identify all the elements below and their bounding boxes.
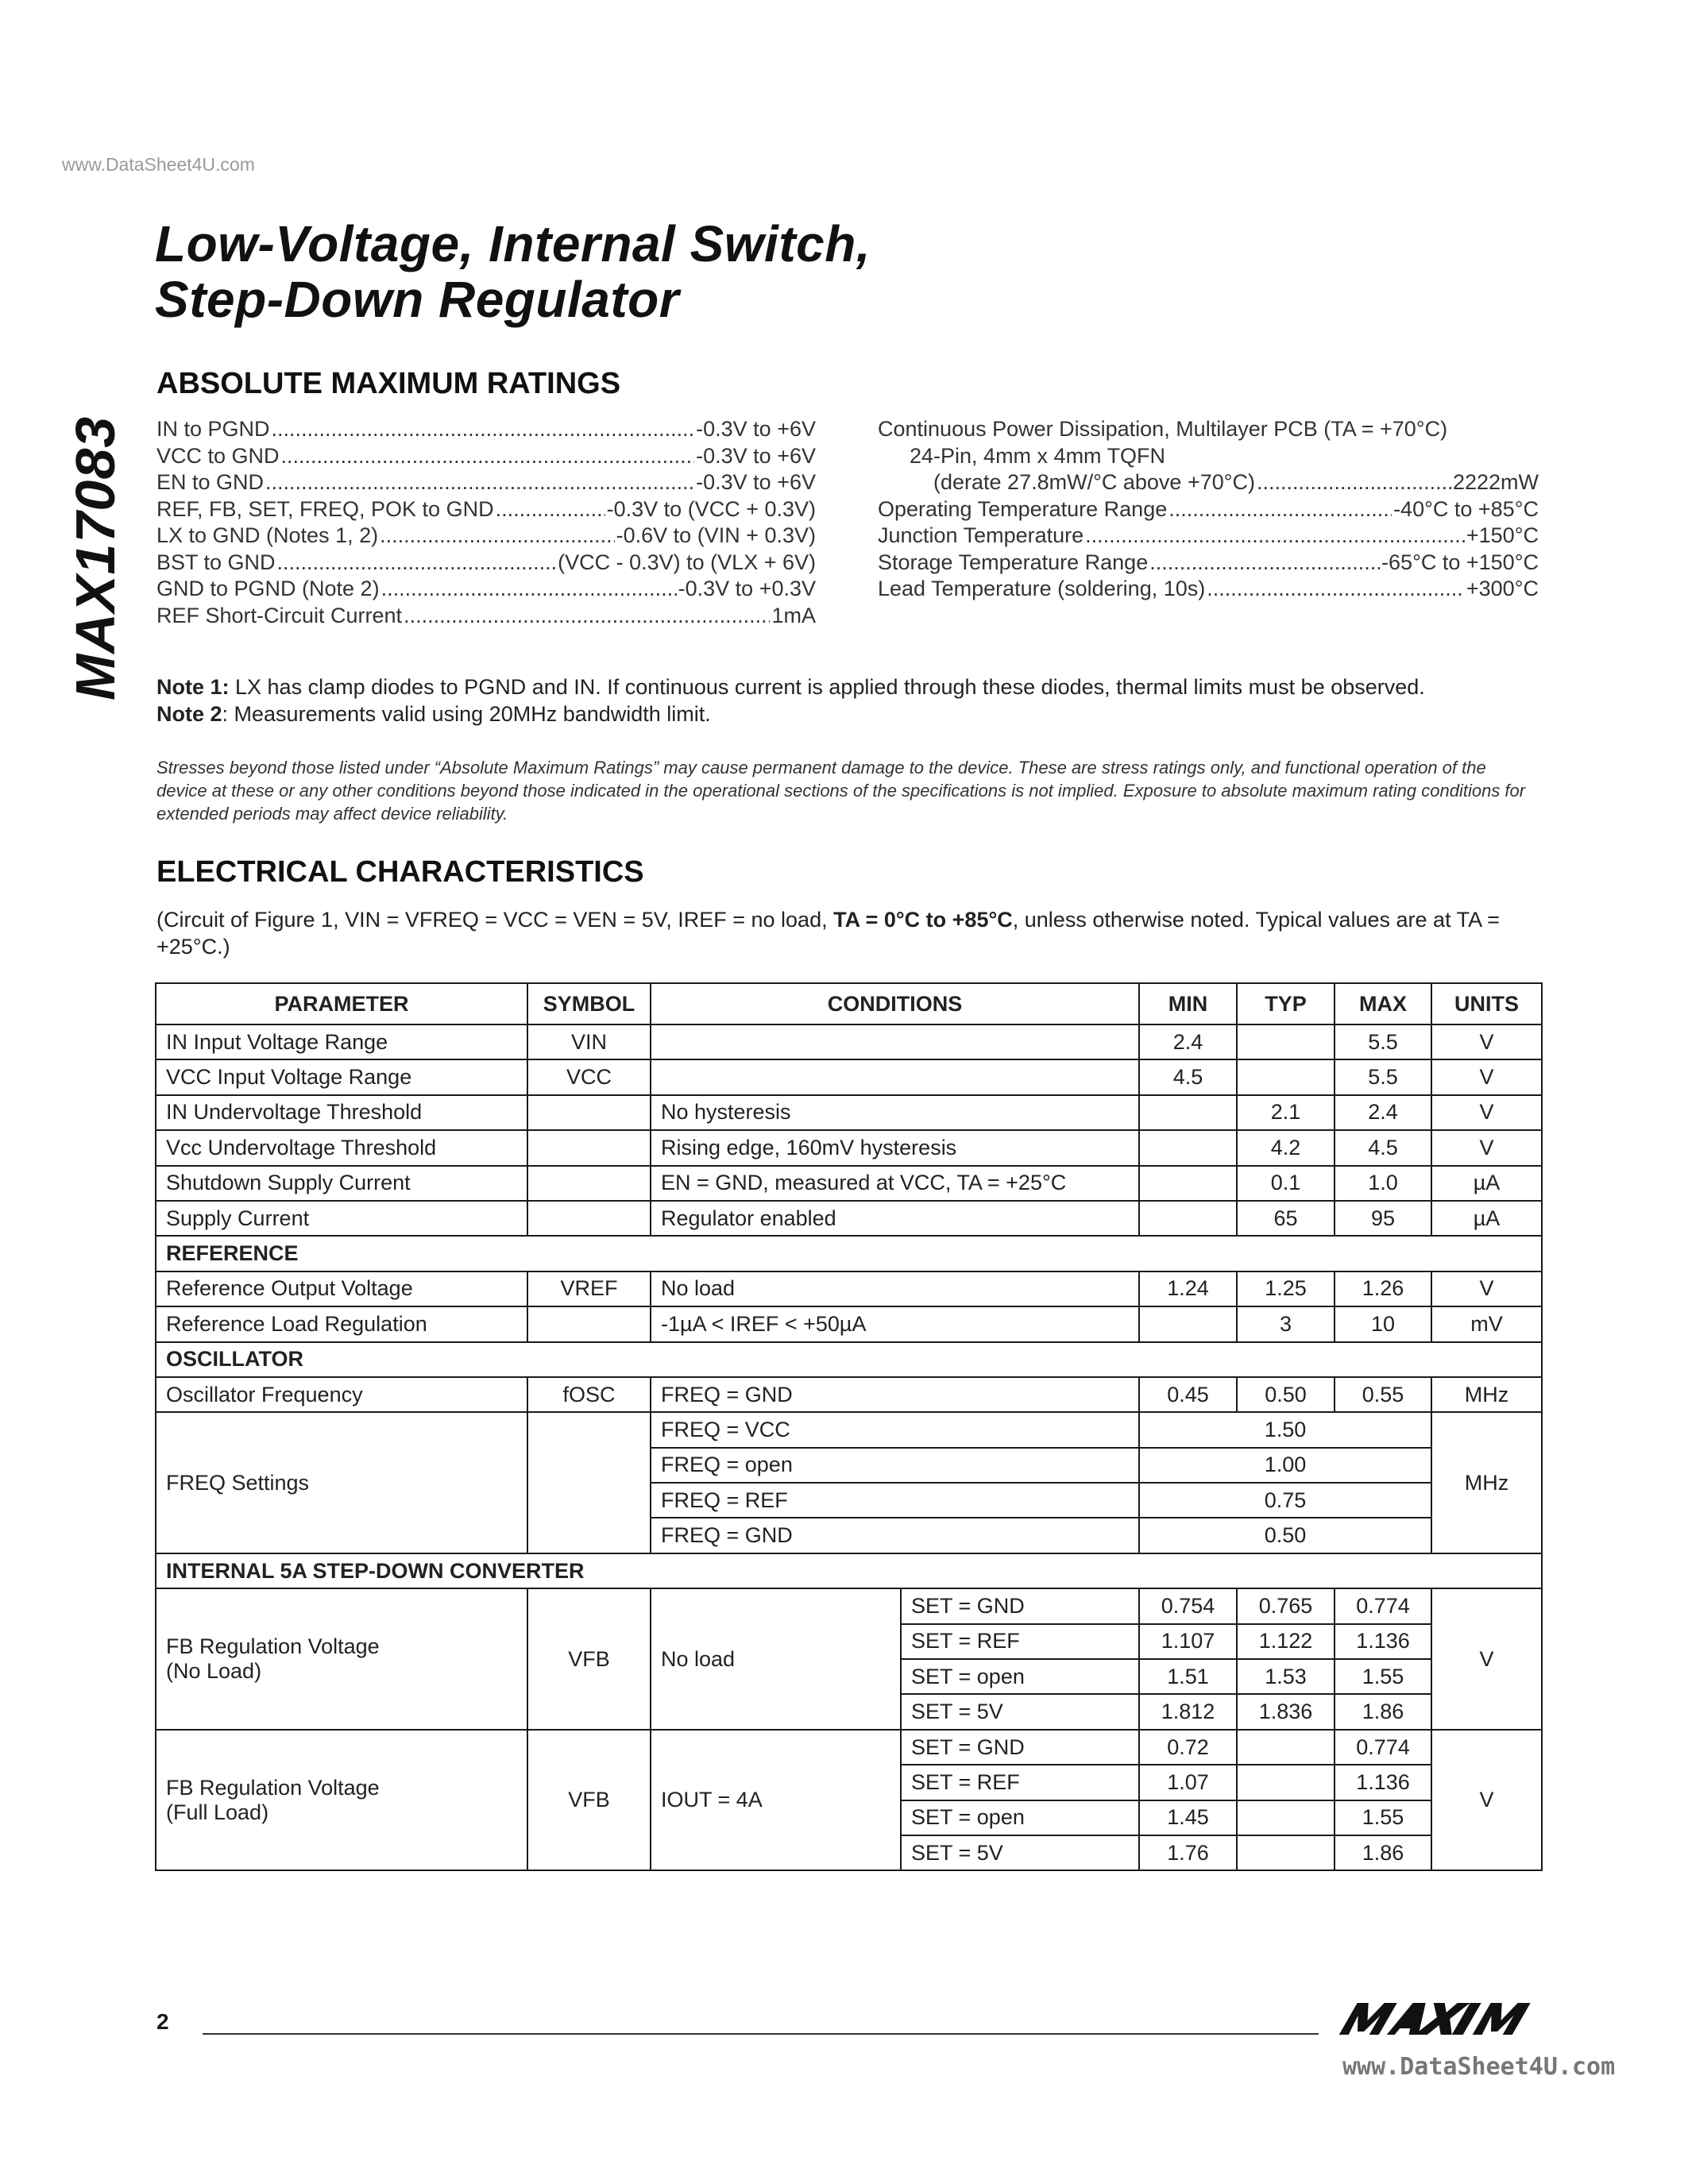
abs-max-right-line2: 24-Pin, 4mm x 4mm TQFN <box>910 443 1166 468</box>
footer-rule <box>203 2033 1319 2035</box>
table-cell: 1.53 <box>1237 1659 1335 1694</box>
section-title: REFERENCE <box>156 1236 1542 1271</box>
rating-value: (VCC - 0.3V) to (VLX + 6V) <box>558 550 816 574</box>
table-cell: 0.774 <box>1335 1730 1431 1765</box>
stress-disclaimer: Stresses beyond those listed under “Absolute Maximum Ratings” may cause permanent damage to the device. These are stress ratings only, and functional operation of the device at these or any other conditions beyond those indicated in the operational sections of the specifications is not implied. Exposure to absolute maximum rating conditions for extended periods may affect device reliability. <box>156 758 1526 824</box>
table-cell: SET = open <box>901 1659 1139 1694</box>
rating-value: -0.3V to +6V <box>696 417 816 441</box>
table-cell: V <box>1431 1588 1542 1730</box>
table-row <box>156 1059 1542 1094</box>
table-cell: Rising edge, 160mV hysteresis <box>651 1130 1139 1165</box>
abs-max-right-line1: Continuous Power Dissipation, Multilayer PCB (TA = +70°C) <box>878 417 1448 441</box>
rating-value: +300°C <box>1466 577 1539 600</box>
table-cell: VCC <box>527 1059 651 1094</box>
table-cell: fOSC <box>527 1377 651 1412</box>
abs-max-rating-row <box>156 550 816 577</box>
table-cell: Regulator enabled <box>651 1201 1139 1236</box>
abs-max-rating-row <box>878 523 1539 550</box>
table-cell: 0.1 <box>1237 1166 1335 1201</box>
ec-intro-c: , unless otherwise noted. Typical values are at TA = +25°C.) <box>156 908 1500 959</box>
ec-intro-b: TA = 0°C to +85°C <box>833 908 1013 932</box>
footer-url[interactable]: www.DataSheet4U.com <box>1342 2053 1616 2081</box>
table-cell: FREQ = GND <box>651 1518 1139 1553</box>
table-cell: 0.75 <box>1139 1483 1431 1518</box>
rating-label: VCC to GND <box>156 443 280 468</box>
note-2-label: Note 2 <box>156 702 222 726</box>
page-title <box>155 216 871 327</box>
table-cell: 1.136 <box>1335 1624 1431 1659</box>
table-cell: 1.51 <box>1139 1659 1237 1694</box>
table-cell: 1.24 <box>1139 1271 1237 1306</box>
abs-max-left-list <box>156 416 816 629</box>
table-cell: 3 <box>1237 1306 1335 1341</box>
table-cell: 0.774 <box>1335 1588 1431 1623</box>
table-cell: VIN <box>527 1024 651 1059</box>
table-cell: Supply Current <box>156 1201 527 1236</box>
note-1 <box>156 673 1425 700</box>
table-cell <box>527 1130 651 1165</box>
ec-intro-a: (Circuit of Figure 1, VIN = VFREQ = VCC = VEN = 5V, IREF = no load, <box>156 908 834 932</box>
abs-max-rating-row <box>156 603 816 630</box>
table-row <box>156 1271 1542 1306</box>
table-cell: IOUT = 4A <box>651 1730 901 1871</box>
table-cell: mV <box>1431 1306 1542 1341</box>
abs-max-rating-row <box>878 496 1539 523</box>
note-1-label: Note 1: <box>156 675 230 699</box>
table-cell: FREQ = REF <box>651 1483 1139 1518</box>
table-cell: 1.45 <box>1139 1800 1237 1835</box>
table-cell: SET = GND <box>901 1588 1139 1623</box>
table-cell: SET = 5V <box>901 1694 1139 1729</box>
table-cell: No load <box>651 1588 901 1730</box>
table-cell <box>1139 1130 1237 1165</box>
table-cell: 0.50 <box>1139 1518 1431 1553</box>
note-1-text: LX has clamp diodes to PGND and IN. If continuous current is applied through these diodes, thermal limits must be observed. <box>229 675 1425 699</box>
table-cell <box>1237 1835 1335 1870</box>
table-cell: 2.1 <box>1237 1095 1335 1130</box>
table-row <box>156 1095 1542 1130</box>
table-cell: -1µA < IREF < +50µA <box>651 1306 1139 1341</box>
table-cell: V <box>1431 1130 1542 1165</box>
col-header: MAX <box>1335 983 1431 1024</box>
param-line: FB Regulation Voltage <box>166 1634 380 1659</box>
table-cell <box>1139 1201 1237 1236</box>
table-cell: 1.50 <box>1139 1412 1431 1447</box>
rating-label: REF Short-Circuit Current <box>156 603 403 627</box>
table-cell: V <box>1431 1730 1542 1871</box>
table-cell: 1.26 <box>1335 1271 1431 1306</box>
rating-value: 2222mW <box>1452 470 1539 494</box>
abs-max-rating-row <box>156 496 816 523</box>
rating-value: -0.6V to (VIN + 0.3V) <box>616 523 816 547</box>
rating-value: -0.3V to +6V <box>696 443 816 468</box>
rating-label: GND to PGND (Note 2) <box>156 577 380 600</box>
table-cell: No load <box>651 1271 1139 1306</box>
abs-max-right-list <box>878 416 1539 603</box>
table-cell: SET = GND <box>901 1730 1139 1765</box>
table-cell: 1.76 <box>1139 1835 1237 1870</box>
rating-value: +150°C <box>1466 523 1539 547</box>
table-row <box>156 1306 1542 1341</box>
table-cell: VCC Input Voltage Range <box>156 1059 527 1094</box>
table-cell: 0.55 <box>1335 1377 1431 1412</box>
rating-value: -65°C to +150°C <box>1381 550 1539 574</box>
table-cell: FREQ = VCC <box>651 1412 1139 1447</box>
param-line: (Full Load) <box>166 1800 269 1824</box>
table-cell: Reference Output Voltage <box>156 1271 527 1306</box>
table-cell <box>527 1095 651 1130</box>
param-line: (No Load) <box>166 1659 262 1684</box>
table-cell: V <box>1431 1059 1542 1094</box>
abs-max-rating-row <box>156 523 816 550</box>
rating-label: Junction Temperature <box>878 523 1084 547</box>
electrical-characteristics-table <box>155 982 1543 1871</box>
table-row <box>156 1024 1542 1059</box>
table-cell: VREF <box>527 1271 651 1306</box>
table-cell: 95 <box>1335 1201 1431 1236</box>
table-cell: 1.836 <box>1237 1694 1335 1729</box>
table-row <box>156 1377 1542 1412</box>
table-cell: SET = 5V <box>901 1835 1139 1870</box>
table-cell <box>527 1166 651 1201</box>
ec-heading: ELECTRICAL CHARACTERISTICS <box>156 855 644 889</box>
table-cell <box>1237 1024 1335 1059</box>
table-cell: 10 <box>1335 1306 1431 1341</box>
table-cell: MHz <box>1431 1377 1542 1412</box>
table-cell <box>651 1024 1139 1059</box>
table-cell <box>527 1306 651 1341</box>
table-cell: 1.86 <box>1335 1694 1431 1729</box>
rating-value: -0.3V to +6V <box>696 470 816 494</box>
table-cell: Reference Load Regulation <box>156 1306 527 1341</box>
notes <box>156 673 1425 727</box>
table-cell: 4.5 <box>1139 1059 1237 1094</box>
title-line-2: Step-Down Regulator <box>155 271 680 328</box>
rating-label: IN to PGND <box>156 417 270 441</box>
abs-max-rating-row <box>878 550 1539 577</box>
table-cell: Vcc Undervoltage Threshold <box>156 1130 527 1165</box>
table-cell: 0.72 <box>1139 1730 1237 1765</box>
table-cell: V <box>1431 1095 1542 1130</box>
rating-label: BST to GND <box>156 550 276 574</box>
note-2-text: : Measurements valid using 20MHz bandwidth limit. <box>222 702 711 726</box>
table-row <box>156 1412 1542 1447</box>
table-row <box>156 1730 1542 1765</box>
table-cell <box>651 1059 1139 1094</box>
table-cell <box>1237 1059 1335 1094</box>
table-cell: V <box>1431 1271 1542 1306</box>
table-cell <box>1139 1095 1237 1130</box>
table-cell <box>156 1730 527 1871</box>
table-cell: No hysteresis <box>651 1095 1139 1130</box>
table-cell: 0.45 <box>1139 1377 1237 1412</box>
rating-label: Lead Temperature (soldering, 10s) <box>878 577 1206 600</box>
table-cell: 4.5 <box>1335 1130 1431 1165</box>
rating-label: LX to GND (Notes 1, 2) <box>156 523 379 547</box>
table-cell: SET = REF <box>901 1765 1139 1800</box>
table-cell: 1.136 <box>1335 1765 1431 1800</box>
table-cell <box>156 1588 527 1730</box>
sidebar-part-number: MAX17083 <box>64 415 126 700</box>
rating-label: Storage Temperature Range <box>878 550 1149 574</box>
table-cell: 1.00 <box>1139 1448 1431 1483</box>
table-row <box>156 1130 1542 1165</box>
table-cell: 0.50 <box>1237 1377 1335 1412</box>
col-header: PARAMETER <box>156 983 527 1024</box>
table-cell: 0.754 <box>1139 1588 1237 1623</box>
abs-max-rating-row <box>156 416 816 443</box>
rating-value: -0.3V to +0.3V <box>678 577 816 600</box>
col-header: CONDITIONS <box>651 983 1139 1024</box>
table-cell: 65 <box>1237 1201 1335 1236</box>
col-header: MIN <box>1139 983 1237 1024</box>
section-row <box>156 1236 1542 1271</box>
table-cell <box>1237 1730 1335 1765</box>
table-header-row <box>156 983 1542 1024</box>
param-line: FB Regulation Voltage <box>166 1775 380 1800</box>
table-row <box>156 1588 1542 1623</box>
table-cell: IN Undervoltage Threshold <box>156 1095 527 1130</box>
table-cell: 1.107 <box>1139 1624 1237 1659</box>
table-cell <box>1139 1306 1237 1341</box>
table-cell: SET = open <box>901 1800 1139 1835</box>
abs-max-rating-row <box>156 576 816 603</box>
table-cell: FREQ = open <box>651 1448 1139 1483</box>
table-cell <box>1139 1166 1237 1201</box>
rating-label: Operating Temperature Range <box>878 496 1168 521</box>
abs-max-right-line3 <box>878 469 1539 496</box>
table-cell <box>527 1412 651 1553</box>
abs-max-heading: ABSOLUTE MAXIMUM RATINGS <box>156 367 621 400</box>
table-cell: 4.2 <box>1237 1130 1335 1165</box>
table-cell: V <box>1431 1024 1542 1059</box>
title-line-1: Low-Voltage, Internal Switch, <box>155 215 871 272</box>
table-cell: VFB <box>527 1730 651 1871</box>
rating-label: REF, FB, SET, FREQ, POK to GND <box>156 496 494 521</box>
table-cell: 1.812 <box>1139 1694 1237 1729</box>
section-title: INTERNAL 5A STEP-DOWN CONVERTER <box>156 1553 1542 1588</box>
section-row <box>156 1342 1542 1377</box>
table-cell: 1.86 <box>1335 1835 1431 1870</box>
table-cell: Shutdown Supply Current <box>156 1166 527 1201</box>
table-cell: 1.0 <box>1335 1166 1431 1201</box>
col-header: TYP <box>1237 983 1335 1024</box>
rating-value: -0.3V to (VCC + 0.3V) <box>606 496 816 521</box>
table-row <box>156 1201 1542 1236</box>
table-cell: 1.25 <box>1237 1271 1335 1306</box>
table-cell: FREQ = GND <box>651 1377 1139 1412</box>
ec-intro <box>156 906 1539 960</box>
header-url[interactable]: www.DataSheet4U.com <box>62 154 255 175</box>
col-header: UNITS <box>1431 983 1542 1024</box>
table-cell: 5.5 <box>1335 1024 1431 1059</box>
rating-value: -40°C to +85°C <box>1393 496 1539 521</box>
table-cell: 1.122 <box>1237 1624 1335 1659</box>
table-cell <box>1237 1765 1335 1800</box>
section-title: OSCILLATOR <box>156 1342 1542 1377</box>
maxim-logo <box>1335 2000 1533 2040</box>
note-2 <box>156 700 1425 727</box>
table-cell: µA <box>1431 1166 1542 1201</box>
table-cell: MHz <box>1431 1412 1542 1553</box>
table-cell: 0.765 <box>1237 1588 1335 1623</box>
abs-max-rating-row <box>156 443 816 470</box>
section-row <box>156 1553 1542 1588</box>
maxim-logo-icon <box>1335 2000 1533 2036</box>
table-cell: IN Input Voltage Range <box>156 1024 527 1059</box>
table-cell: 2.4 <box>1335 1095 1431 1130</box>
table-cell: 2.4 <box>1139 1024 1237 1059</box>
table-cell <box>527 1201 651 1236</box>
table-cell: EN = GND, measured at VCC, TA = +25°C <box>651 1166 1139 1201</box>
abs-max-rating-row <box>878 576 1539 603</box>
table-cell: 1.07 <box>1139 1765 1237 1800</box>
col-header: SYMBOL <box>527 983 651 1024</box>
abs-max-rating-row <box>156 469 816 496</box>
table-cell <box>1237 1800 1335 1835</box>
table-cell: FREQ Settings <box>156 1412 527 1553</box>
table-cell: SET = REF <box>901 1624 1139 1659</box>
rating-value: 1mA <box>771 603 816 627</box>
rating-label: EN to GND <box>156 470 265 494</box>
table-cell: µA <box>1431 1201 1542 1236</box>
table-row <box>156 1166 1542 1201</box>
page-number: 2 <box>156 2009 169 2034</box>
table-cell: Oscillator Frequency <box>156 1377 527 1412</box>
table-cell: 1.55 <box>1335 1659 1431 1694</box>
table-cell: 1.55 <box>1335 1800 1431 1835</box>
rating-label: (derate 27.8mW/°C above +70°C) <box>933 470 1256 494</box>
table-cell: 5.5 <box>1335 1059 1431 1094</box>
table-cell: VFB <box>527 1588 651 1730</box>
